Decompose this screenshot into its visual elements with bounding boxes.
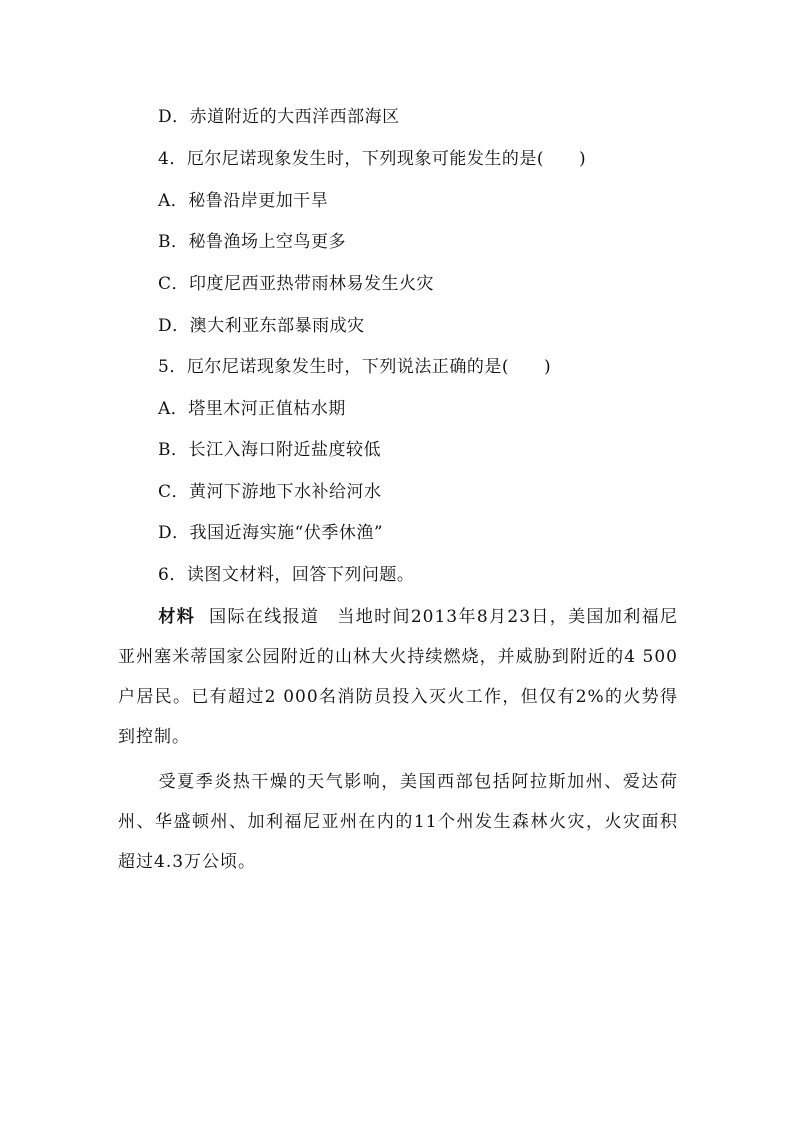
material-paragraph-1 [118, 597, 678, 757]
question-5-option-c: C．黄河下游地下水补给河水 [158, 482, 382, 502]
question-5-option-a: A．塔里木河正值枯水期 [158, 399, 346, 419]
question-5-stem: 5．厄尔尼诺现象发生时，下列说法正确的是( ) [158, 357, 552, 377]
question-4-option-a: A．秘鲁沿岸更加干旱 [158, 191, 329, 211]
question-4-option-b: B．秘鲁渔场上空鸟更多 [158, 232, 346, 252]
material-text-1: 当地时间2013年8月23日，美国加利福尼亚州塞米蒂国家公园附近的山林大火持续燃烧，并威胁到附近的4 500户居民。已有超过2 000名消防员投入灭火工作，但仅有2%的火势得到控制。 [118, 607, 679, 747]
question-5-option-b: B．长江入海口附近盐度较低 [158, 440, 381, 460]
question-3-option-d: D．赤道附近的大西洋西部海区 [158, 107, 400, 127]
material-source: 国际在线报道 [209, 607, 320, 627]
question-5-option-d: D．我国近海实施“伏季休渔” [158, 523, 384, 543]
material-paragraph-2 [118, 762, 678, 882]
question-6-stem: 6．读图文材料，回答下列问题。 [158, 565, 415, 585]
question-4-option-d: D．澳大利亚东部暴雨成灾 [158, 316, 365, 336]
question-4-option-c: C．印度尼西亚热带雨林易发生火灾 [158, 274, 435, 294]
question-4-stem: 4．厄尔尼诺现象发生时，下列现象可能发生的是( ) [158, 149, 587, 169]
material-text-2: 受夏季炎热干燥的天气影响，美国西部包括阿拉斯加州、爱达荷州、华盛顿州、加利福尼亚州在内的11个州发生森林火灾，火灾面积超过4.3万公顷。 [118, 772, 678, 872]
material-label: 材料 [158, 607, 196, 627]
